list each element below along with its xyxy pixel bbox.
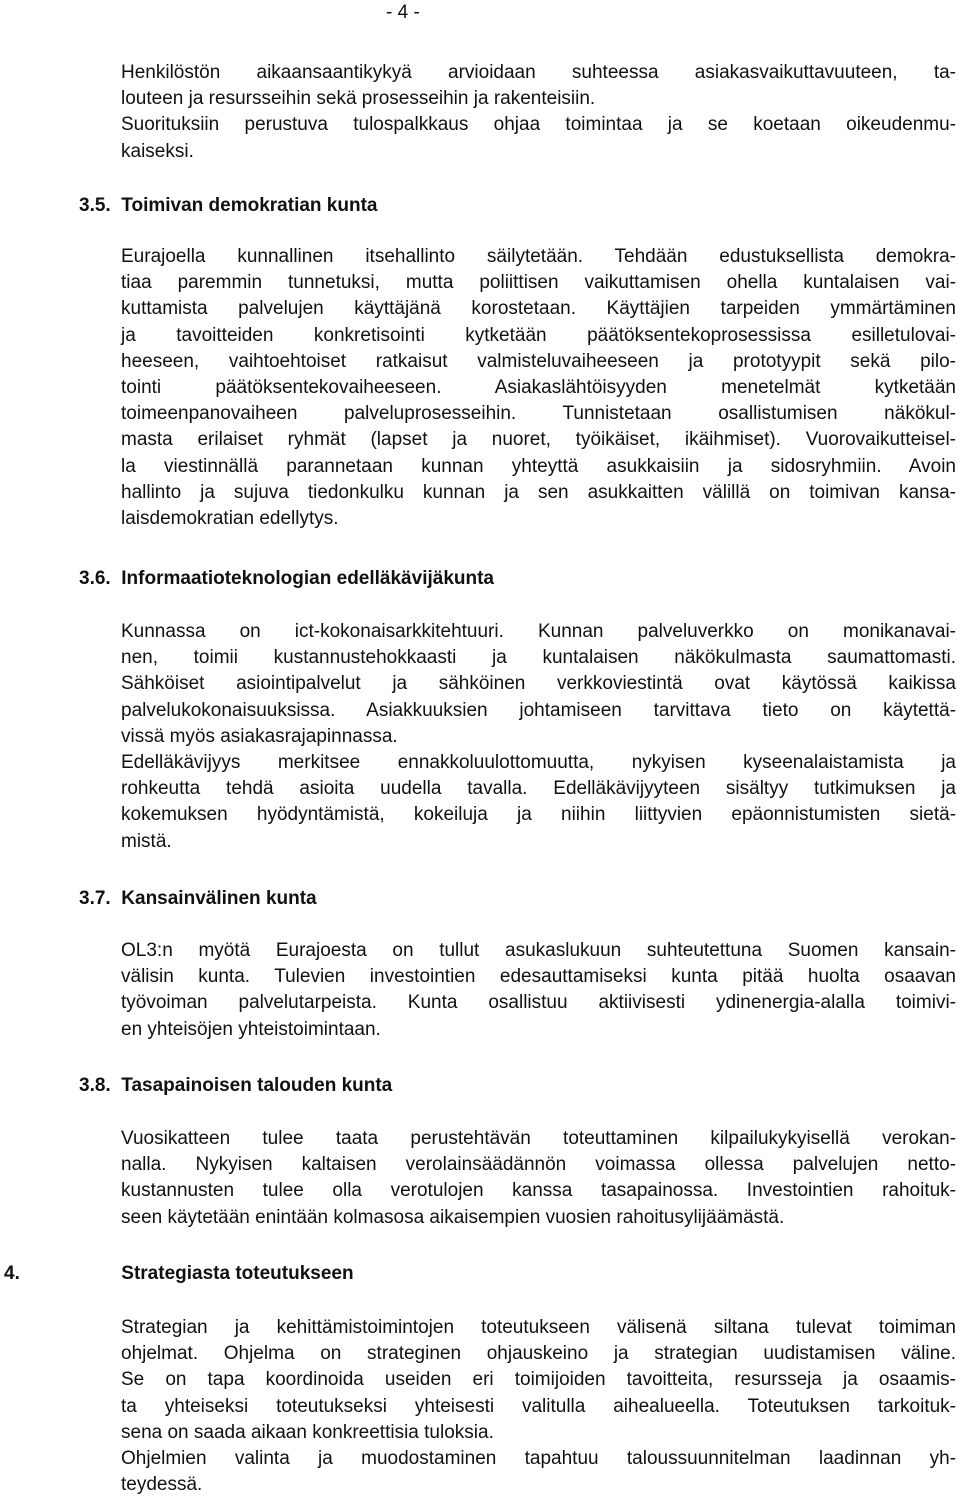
section-number: 3.5. — [79, 195, 111, 216]
text-line: nalla. Nykyisen kaltaisen verolainsäädännön voimassa ollessa palvelujen netto- — [121, 1154, 956, 1176]
text-line: Vuosikatteen tulee taata perustehtävän toteuttaminen kilpailukykyisellä verokan- — [121, 1128, 956, 1149]
text-line: välisin kunta. Tulevien investointien edesauttamiseksi kunta pitää huolta osaavan — [121, 966, 956, 988]
section-title: Kansainvälinen kunta — [121, 888, 317, 909]
text-line: työvoiman palvelutarpeista. Kunta osallistuu aktiivisesti ydinenergia-alalla toimivi- — [121, 992, 956, 1014]
text-line: Eurajoella kunnallinen itsehallinto säilytetään. Tehdään edustuksellista demokra- — [121, 246, 956, 267]
text-line: Sähköiset asiointipalvelut ja sähköinen verkkoviestintä ovat käytössä kaikissa — [121, 673, 956, 695]
text-line: Strategian ja kehittämistoimintojen toteutukseen välisenä siltana tulevat toimiman — [121, 1317, 956, 1338]
text-line: OL3:n myötä Eurajoesta on tullut asukaslukuun suhteutettuna Suomen kansain- — [121, 940, 956, 961]
text-line: kustannusten tulee olla verotulojen kanssa tasapainossa. Investointien rahoituk- — [121, 1180, 956, 1202]
text-line: ohjelmat. Ohjelma on strateginen ohjauskeino ja strategian uudistamisen väline. — [121, 1343, 956, 1365]
section-3-7-paragraph — [121, 938, 956, 1043]
text-line: Henkilöstön aikaansaantikykyä arvioidaan suhteessa asiakasvaikuttavuuteen, ta- — [121, 62, 956, 83]
section-title: Toimivan demokratian kunta — [121, 195, 378, 216]
section-3-8-paragraph — [121, 1126, 956, 1231]
section-number: 4. — [4, 1263, 20, 1284]
section-heading-3-8 — [79, 1074, 392, 1098]
text-line: tiaa paremmin tunnetuksi, mutta poliittisen vaikuttamisen ohella kuntalaisen vai- — [121, 272, 956, 294]
text-line: vissä myös asiakasrajapinnassa. — [121, 725, 398, 747]
text-line: seen käytetään enintään kolmasosa aikaisempien vuosien rahoitusylijäämästä. — [121, 1206, 785, 1228]
section-title: Tasapainoisen talouden kunta — [121, 1075, 393, 1096]
intro-paragraph — [121, 60, 956, 165]
text-line: kaiseksi. — [121, 140, 194, 162]
text-line: louteen ja resursseihin sekä prosesseihin ja rakenteisiin. — [121, 88, 596, 110]
text-line: nen, toimii kustannustehokkaasti ja kuntalaisen näkökulmasta saumattomasti. — [121, 647, 956, 669]
text-line: laisdemokratian edellytys. — [121, 508, 339, 530]
text-line: kokemuksen hyödyntämistä, kokeiluja ja niihin liittyvien epäonnistumisten sietä- — [121, 804, 956, 826]
section-title: Strategiasta toteutukseen — [121, 1263, 354, 1284]
section-number: 3.6. — [79, 568, 111, 589]
page-number: - 4 - — [386, 2, 420, 23]
section-heading-3-5 — [79, 194, 377, 218]
text-line: palvelukokonaisuuksissa. Asiakkuuksien johtamiseen tarvittava tieto on käytettä- — [121, 699, 956, 721]
text-line: hallinto ja sujuva tiedonkulku kunnan ja sen asukkaitten välillä on toimivan kansa- — [121, 481, 956, 503]
text-line: toimeenpanovaiheen palveluprosesseihin. Tunnistetaan osallistumisen näkökul- — [121, 403, 956, 425]
section-number: 3.8. — [79, 1075, 111, 1096]
section-heading-3-7 — [79, 887, 317, 911]
section-4-paragraph — [121, 1315, 956, 1498]
text-line: Kunnassa on ict-kokonaisarkkitehtuuri. Kunnan palveluverkko on monikanavai- — [121, 621, 956, 642]
text-line: ta yhteiseksi toteutukseksi yhteisesti valitulla aihealueella. Toteutuksen tarkoituk- — [121, 1395, 956, 1417]
section-heading-4 — [4, 1262, 354, 1286]
text-line: la viestinnällä parannetaan kunnan yhteyttä asukkaisiin ja sidosryhmiin. Avoin — [121, 455, 956, 477]
text-line: en yhteisöjen yhteistoimintaan. — [121, 1018, 381, 1040]
text-line: tointi päätöksentekovaiheeseen. Asiakaslähtöisyyden menetelmät kytketään — [121, 377, 956, 399]
section-heading-3-6 — [79, 567, 494, 591]
section-3-6-paragraph — [121, 619, 956, 855]
text-line: kuttamista palvelujen käyttäjänä korostetaan. Käyttäjien tarpeiden ymmärtäminen — [121, 298, 956, 320]
section-number: 3.7. — [79, 888, 111, 909]
text-line: rohkeutta tehdä asioita uudella tavalla. Edelläkävijyyteen sisältyy tutkimuksen ja — [121, 778, 956, 800]
text-line: Ohjelmien valinta ja muodostaminen tapahtuu taloussuunnitelman laadinnan yh- — [121, 1448, 956, 1470]
text-line: heeseen, vaihtoehtoiset ratkaisut valmisteluvaiheeseen ja prototyypit sekä pilo- — [121, 350, 956, 372]
text-line: ja tavoitteiden konkretisointi kytketään päätöksentekoprosessissa esilletulovai- — [121, 324, 956, 346]
section-title: Informaatioteknologian edelläkävijäkunta — [121, 568, 494, 589]
section-3-5-paragraph — [121, 244, 956, 532]
text-line: sena on saada aikaan konkreettisia tuloksia. — [121, 1421, 494, 1443]
text-line: Suorituksiin perustuva tulospalkkaus ohjaa toimintaa ja se koetaan oikeudenmu- — [121, 114, 956, 136]
text-line: mistä. — [121, 830, 172, 852]
text-line: Se on tapa koordinoida useiden eri toimijoiden tavoitteita, resursseja ja osaamis- — [121, 1369, 956, 1391]
text-line: Edelläkävijyys merkitsee ennakkoluulottomuutta, nykyisen kyseenalaistamista ja — [121, 752, 956, 774]
text-line: teydessä. — [121, 1474, 203, 1496]
text-line: masta erilaiset ryhmät (lapset ja nuoret, työikäiset, ikäihmiset). Vuorovaikutteisel- — [121, 429, 956, 451]
